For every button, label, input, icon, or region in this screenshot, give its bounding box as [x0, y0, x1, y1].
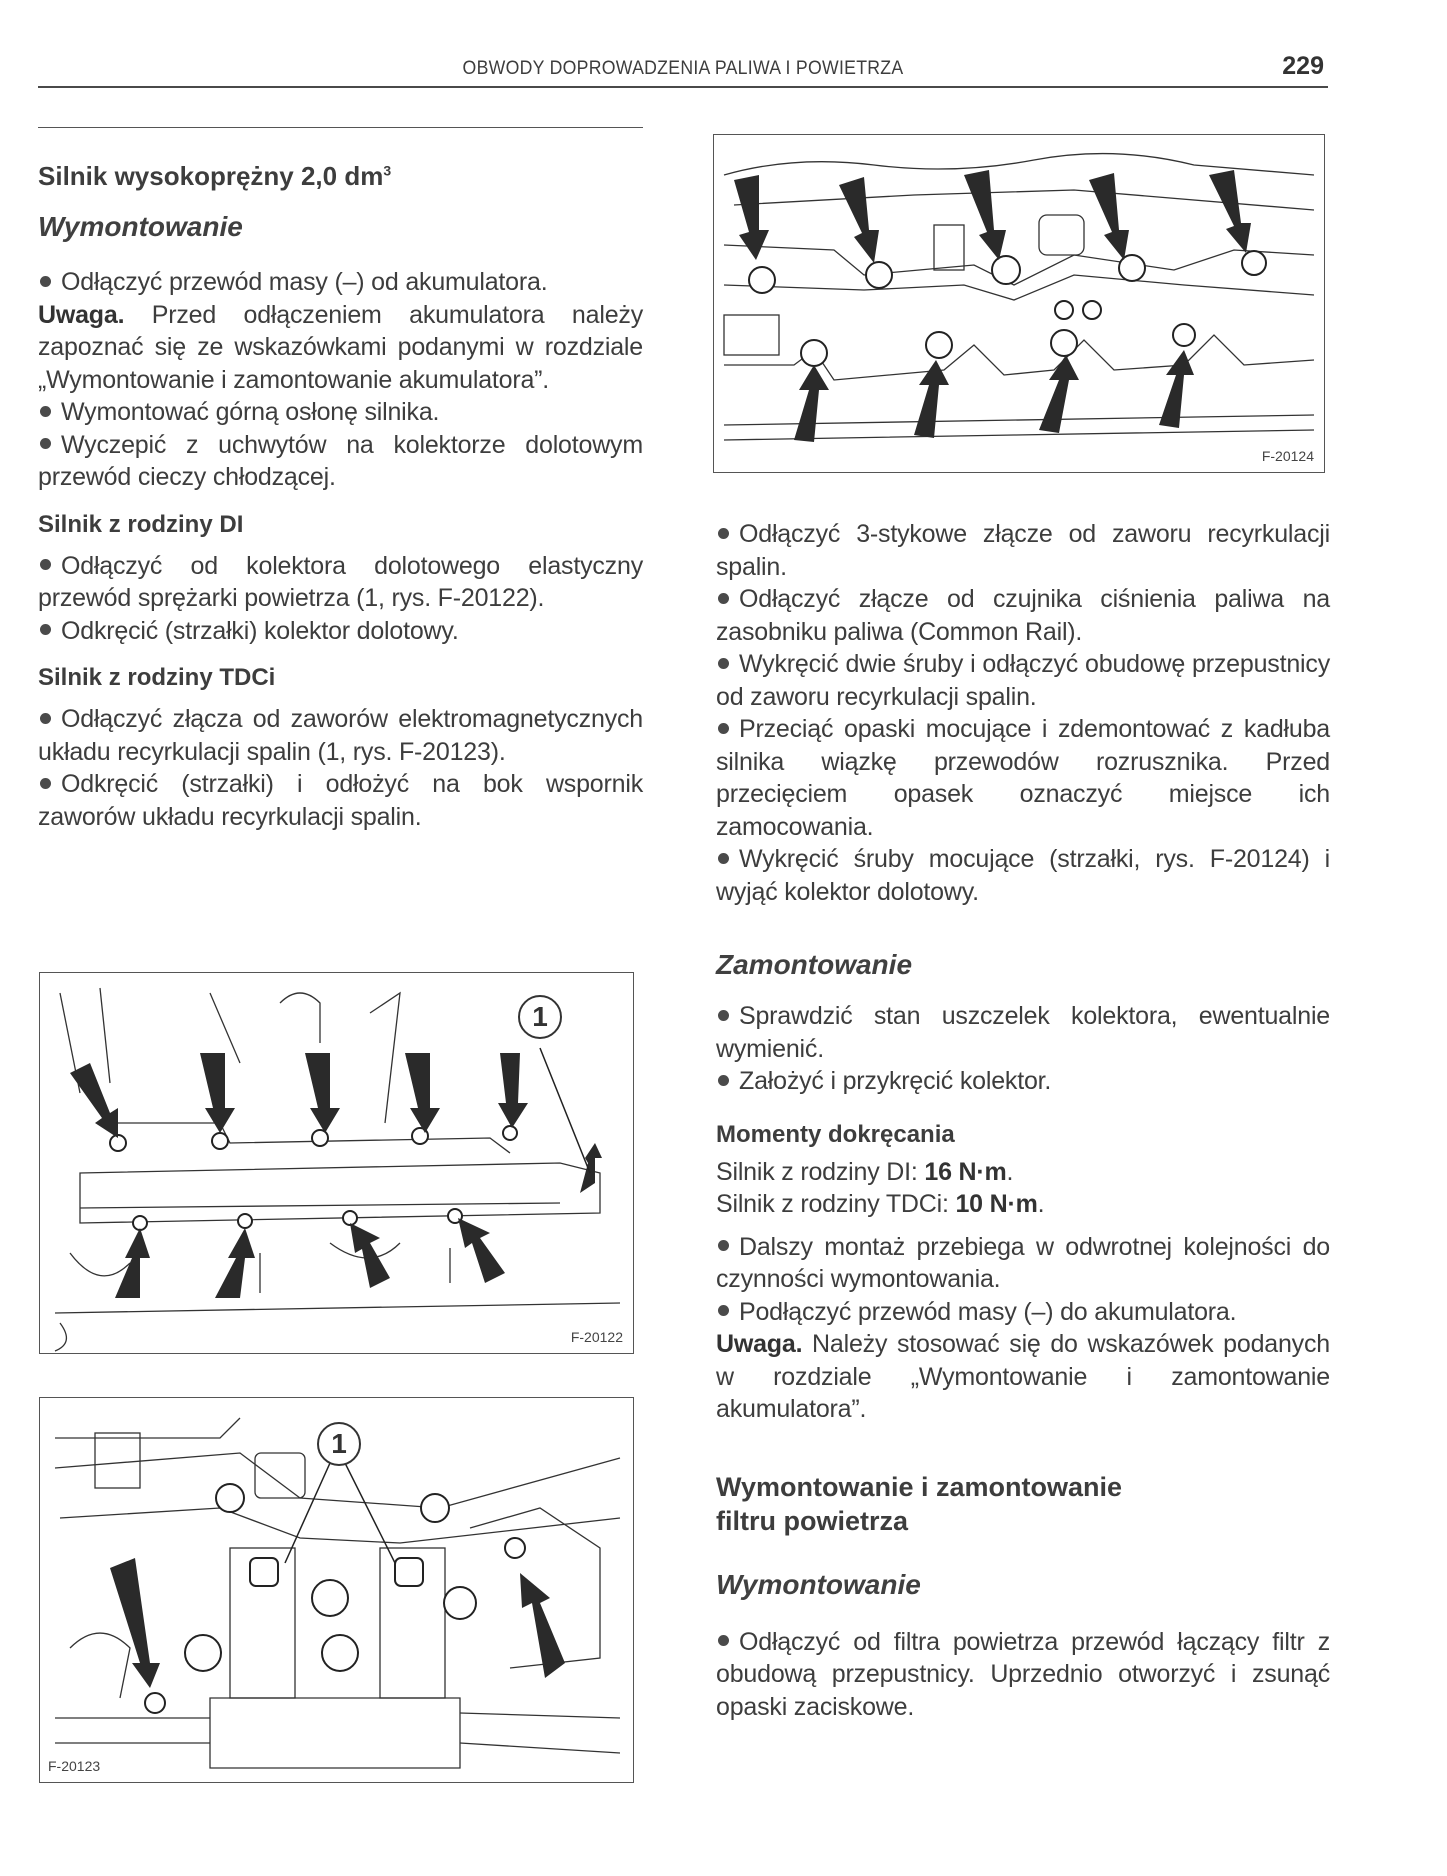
- bullet-icon: [40, 559, 51, 570]
- arrow-icon: [405, 1053, 440, 1133]
- torque-value: 10 N·m: [955, 1190, 1038, 1218]
- list-item: [38, 615, 643, 648]
- figure-label: F-20122: [570, 1329, 623, 1345]
- figure-f20123: [39, 1397, 634, 1783]
- bullet-icon: [718, 528, 729, 539]
- list-item: [38, 550, 643, 615]
- leader-lines: [285, 1463, 395, 1563]
- arrow-icon: [520, 1573, 565, 1678]
- torque-row: [716, 1156, 1330, 1189]
- bullet-icon: [40, 778, 51, 789]
- install-heading: Zamontowanie: [716, 949, 913, 980]
- di-heading: Silnik z rodziny DI: [38, 510, 244, 538]
- arrow-icon: [70, 1063, 118, 1138]
- note-label: Uwaga.: [716, 1330, 803, 1358]
- arrow-icon: [794, 365, 829, 442]
- callout-1: 1: [317, 1422, 361, 1466]
- figure-f20124: [713, 134, 1325, 473]
- arrow-icon: [1209, 170, 1251, 253]
- list-item-text: Podłączyć przewód masy (–) do akumulatora.: [739, 1297, 1237, 1326]
- list-item: [716, 1231, 1330, 1296]
- list-item-text: Wykręcić dwie śruby i odłączyć obudowę przepustnicy od zaworu recyrkulacji spalin.: [716, 650, 1330, 711]
- list-item: [716, 1000, 1330, 1065]
- note-label: Uwaga.: [38, 300, 125, 329]
- list-item: [716, 843, 1330, 908]
- list-item: [716, 583, 1330, 648]
- list-item: [38, 396, 643, 429]
- filter-removal-heading: Wymontowanie: [716, 1568, 921, 1600]
- list-item: [38, 703, 643, 768]
- list-item-text: Odłączyć od kolektora dolotowego elastyczny przewód sprężarki powietrza (1, rys. F-20122).: [38, 551, 643, 612]
- section-title-superscript: 3: [383, 162, 392, 179]
- figure-f20122: [39, 972, 634, 1354]
- left-column: [38, 160, 643, 833]
- list-item-text: Odkręcić (strzałki) kolektor dolotowy.: [61, 616, 459, 645]
- list-item-text: Wykręcić śruby mocujące (strzałki, rys. F-20124) i wyjąć kolektor dolotowy.: [716, 845, 1330, 906]
- figure-label: F-20123: [48, 1758, 101, 1774]
- note: [716, 1328, 1330, 1426]
- section-divider: [38, 127, 643, 128]
- list-item: [716, 1626, 1330, 1724]
- list-item-text: Odłączyć od filtra powietrza przewód łączący filtr z obudową przepustnicy. Uprzednio otworzyć i zsunąć opaski zaciskowe.: [716, 1627, 1330, 1721]
- torque-heading: Momenty dokręcania: [716, 1120, 955, 1148]
- running-header: [38, 52, 1328, 88]
- filter-heading: [716, 1470, 1330, 1538]
- arrow-icon: [110, 1558, 160, 1688]
- arrow-icon: [215, 1228, 255, 1298]
- note: [38, 299, 643, 397]
- arrow-markers: [734, 170, 1251, 442]
- arrow-icon: [305, 1053, 340, 1133]
- torque-suffix: .: [1006, 1157, 1014, 1186]
- list-item-text: Wymontować górną osłonę silnika.: [61, 398, 440, 426]
- bullet-icon: [718, 1305, 729, 1316]
- arrow-icon: [1039, 355, 1079, 433]
- figure-label: F-20124: [1261, 448, 1314, 464]
- note-text: Przed odłączeniem akumulatora należy zapoznać się ze wskazówkami podanymi w rozdziale „Wymontowanie i zamontowanie akumulatora”.: [38, 300, 643, 394]
- arrow-icon: [580, 1143, 602, 1193]
- list-item-text: Odkręcić (strzałki) i odłożyć na bok wspornik zaworów układu recyrkulacji spalin.: [38, 770, 643, 831]
- list-item: [716, 648, 1330, 713]
- torque-row: [716, 1188, 1330, 1221]
- list-item-text: Założyć i przykręcić kolektor.: [739, 1067, 1052, 1095]
- list-item: [716, 713, 1330, 843]
- tdci-heading: Silnik z rodziny TDCi: [38, 664, 276, 691]
- bullet-icon: [718, 1010, 729, 1021]
- torque-label: Silnik z rodziny TDCi:: [716, 1190, 956, 1218]
- torque-value: 16 N·m: [924, 1157, 1007, 1186]
- arrow-icon: [350, 1223, 390, 1288]
- torque-suffix: .: [1037, 1190, 1045, 1218]
- bullet-icon: [40, 406, 51, 417]
- page-number: 229: [1282, 52, 1324, 80]
- filter-heading-line1: Wymontowanie i zamontowanie: [716, 1471, 1123, 1502]
- bullet-icon: [40, 276, 51, 287]
- list-item-text: Sprawdzić stan uszczelek kolektora, ewentualnie wymienić.: [716, 1002, 1330, 1063]
- list-item-text: Odłączyć złącza od zaworów elektromagnetycznych układu recyrkulacji spalin (1, rys. F-20123).: [38, 705, 643, 766]
- list-item-text: Odłączyć przewód masy (–) od akumulatora.: [61, 268, 548, 296]
- list-item-text: Przeciąć opaski mocujące i zdemontować z kadłuba silnika wiązkę przewodów rozrusznika. Przed przecięciem opasek oznaczyć miejsce ich zamocowania.: [716, 715, 1330, 841]
- filter-heading-line2: filtru powietrza: [716, 1505, 909, 1536]
- note-text: Należy stosować się do wskazówek podanych w rozdziale „Wymontowanie i zamontowanie akumulatora”.: [716, 1330, 1330, 1423]
- bullet-icon: [718, 853, 729, 864]
- arrow-icon: [1159, 350, 1194, 428]
- bullet-icon: [718, 723, 729, 734]
- bullet-icon: [718, 1635, 729, 1646]
- arrow-icon: [115, 1228, 150, 1298]
- arrow-markers: [70, 1053, 602, 1298]
- list-item: [716, 1065, 1330, 1098]
- right-column: [716, 518, 1330, 1723]
- arrow-icon: [458, 1218, 505, 1283]
- list-item: [38, 429, 643, 494]
- removal-heading: Wymontowanie: [38, 211, 243, 242]
- bullet-icon: [40, 713, 51, 724]
- list-item-text: Odłączyć złącze od czujnika ciśnienia paliwa na zasobniku paliwa (Common Rail).: [716, 585, 1330, 646]
- leader-line: [540, 1048, 590, 1173]
- arrow-icon: [498, 1053, 528, 1128]
- list-item-text: Dalszy montaż przebiega w odwrotnej kolejności do czynności wymontowania.: [716, 1232, 1330, 1293]
- bullet-icon: [718, 658, 729, 669]
- list-item: [38, 768, 643, 833]
- arrow-icon: [200, 1053, 235, 1133]
- arrow-icon: [1089, 173, 1129, 260]
- list-item-text: Wyczepić z uchwytów na kolektorze dolotowym przewód cieczy chłodzącej.: [38, 430, 643, 491]
- list-item-text: Odłączyć 3-stykowe złącze od zaworu recyrkulacji spalin.: [716, 520, 1330, 581]
- bullet-icon: [718, 1075, 729, 1086]
- section-title: [38, 160, 643, 192]
- list-item: [38, 266, 643, 299]
- arrow-icon: [964, 170, 1006, 260]
- chapter-title: OBWODY DOPROWADZENIA PALIWA I POWIETRZA: [462, 58, 904, 79]
- callout-1: 1: [518, 995, 562, 1039]
- bullet-icon: [718, 1240, 729, 1251]
- list-item: [716, 1296, 1330, 1329]
- section-title-text: Silnik wysokoprężny 2,0 dm: [38, 161, 384, 191]
- bullet-icon: [40, 438, 51, 449]
- torque-label: Silnik z rodziny DI:: [716, 1157, 925, 1186]
- list-item: [716, 518, 1330, 583]
- arrow-icon: [839, 177, 879, 263]
- bullet-icon: [40, 624, 51, 635]
- intake-manifold-drawing: [714, 135, 1324, 472]
- bullet-icon: [718, 593, 729, 604]
